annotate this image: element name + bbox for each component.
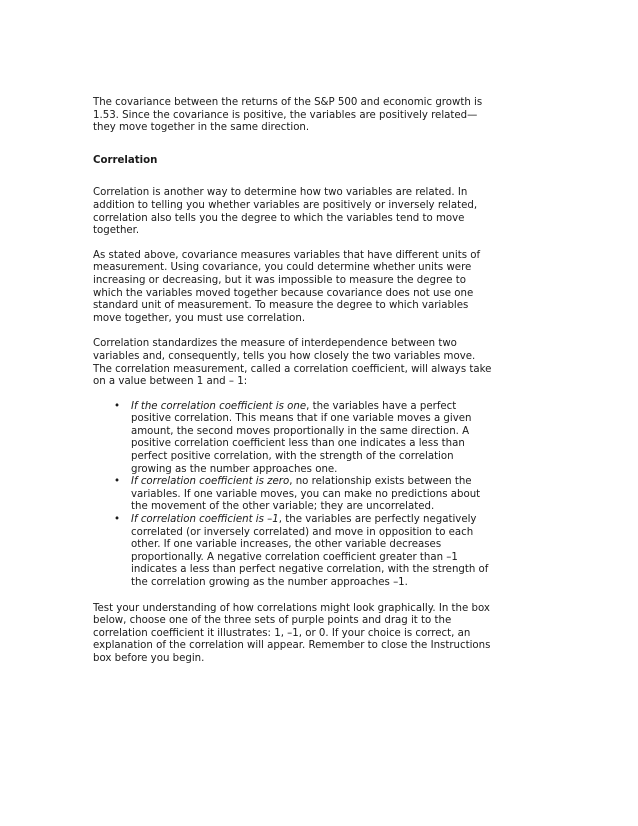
covariance-result-paragraph: The covariance between the returns of the S&P 500 and economic growth is 1.53. Since the covariance is positive, the variables are positively related—they move together in the same direction.: [93, 97, 483, 134]
list-item-positive-one: [93, 401, 493, 477]
bullet-icon: •: [114, 400, 121, 412]
correlation-intro-paragraph: Correlation is another way to determine how two variables are related. In addition to telling you whether variables are positively or inversely related, correlation also tells you the degree to which the variables tend to move together.: [93, 187, 478, 237]
bullet-icon: •: [114, 476, 121, 488]
document-body: [93, 97, 493, 666]
list-item-text: , the variables have a perfect positive correlation. This means that if one variable moves a given amount, the second moves proportionally in the same direction. A positive correlation coefficient less than one indicates a less than perfect positive correlation, with the strength of the correlation growing as the number approaches one.: [131, 400, 472, 475]
list-item-lead: If correlation coefficient is –1: [131, 514, 279, 526]
section-heading: Correlation: [93, 154, 158, 166]
list-item-lead: If the correlation coefficient is one: [131, 400, 307, 412]
list-item-text: , the variables are perfectly negatively correlated (or inversely correlated) and move in opposition to each other. If one variable increases, the other variable decreases proportionally. A negative correlation coefficient greater than –1 indicates a less than perfect negative correlation, with the strength of the correlation growing as the number approaches –1.: [131, 514, 489, 588]
list-item-negative-one: [93, 514, 493, 590]
list-item-text: , no relationship exists between the variables. If one variable moves, you can make no predictions about the movement of the other variable; they are uncorrelated.: [131, 476, 481, 513]
test-understanding-paragraph: Test your understanding of how correlations might look graphically. In the box below, choose one of the three sets of purple points and drag it to the correlation coefficient it illustrates: 1, –1, or 0. If your choice is correct, an explanation of the correlation will appear. Remember to close the Instructions box before you begin.: [93, 602, 491, 664]
standardizes-paragraph: Correlation standardizes the measure of interdependence between two variables and, consequently, tells you how closely the two variables move. The correlation measurement, called a correlation coefficient, will always take on a value between 1 and – 1:: [93, 338, 492, 388]
covariance-limits-paragraph: As stated above, covariance measures variables that have different units of measurement. Using covariance, you could determine whether units were increasing or decreasing, but it was impossible to measure the degree to which the variables moved together because covariance does not use one standard unit of measurement. To measure the degree to which variables move together, you must use correlation.: [93, 249, 481, 324]
list-item-zero: [93, 476, 493, 514]
coefficient-list: [93, 401, 493, 590]
list-item-lead: If correlation coefficient is zero: [131, 476, 290, 488]
bullet-icon: •: [114, 514, 121, 526]
